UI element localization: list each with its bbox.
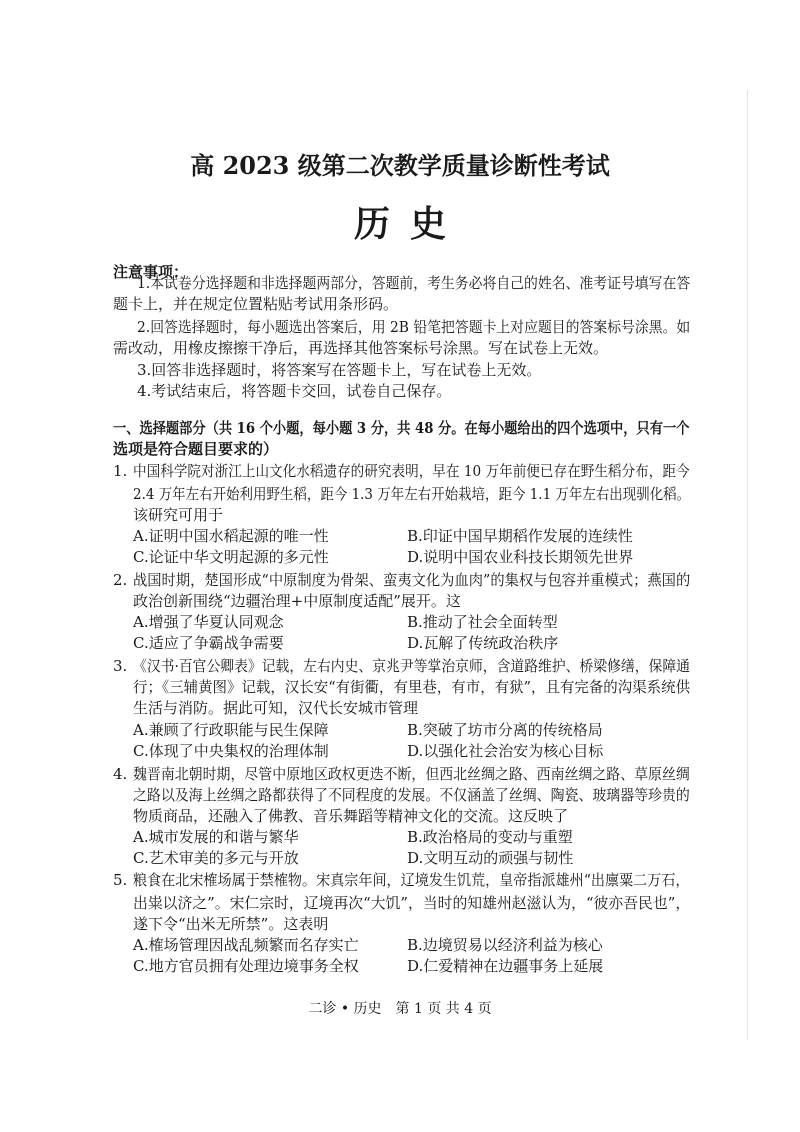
notice-line: 1.本试卷分选择题和非选择题两部分，答题前，考生务必将自己的姓名、准考证号填写在答	[137, 274, 691, 292]
option-d: D.以强化社会治安为核心目标	[407, 742, 604, 760]
option-d: D.说明中国农业科技长期领先世界	[407, 548, 634, 566]
page-footer: 二诊 • 历史 第 1 页 共 4 页	[308, 1001, 492, 1017]
option-b: B.边境贸易以经济利益为核心	[407, 936, 603, 954]
option-c: C.论证中华文明起源的多元性	[133, 548, 329, 566]
question-number: 5.	[113, 871, 128, 889]
question-stem: 战国时期，楚国形成“中原制度为骨架、蛮夷文化为血肉”的集权与包容并重模式；燕国的	[133, 571, 691, 589]
option-c: C.体现了中央集权的治理体制	[133, 742, 329, 760]
notice-line: 3.回答非选择题时，将答案写在答题卡上，写在试卷上无效。	[137, 361, 542, 379]
notice-line: 题卡上，并在规定位置粘贴考试用条形码。	[113, 295, 399, 313]
subject-title: 历史	[353, 203, 466, 245]
question-stem: 中国科学院对浙江上山文化水稻遗存的研究表明，早在 10 万年前便已存在野生稻分布，距今	[133, 462, 690, 480]
question-stem: 粮食在北宋榷场属于禁榷物。宋真宗年间，辽境发生饥荒，皇帝指派雄州“出廪粟二万石，	[133, 871, 690, 889]
question-stem: 2.4 万年左右开始利用野生稻，距今 1.3 万年左右开始栽培，距今 1.1 万年左右出现驯化稻。	[133, 485, 691, 503]
option-c: C.适应了争霸战争需要	[133, 634, 284, 652]
option-d: D.仁爱精神在边疆事务上延展	[407, 957, 604, 975]
option-b: B.突破了坊市分离的传统格局	[407, 721, 603, 739]
question-number: 3.	[113, 657, 128, 675]
question-stem: 行；《三辅黄图》记载，汉长安“有街衢，有里巷，有市，有狱”，且有完备的沟渠系统供	[133, 678, 691, 696]
option-c: C.地方官员拥有处理边境事务全权	[133, 957, 359, 975]
question-stem: 政治创新围绕“边疆治理+中原制度适配”展开。这	[133, 592, 461, 610]
option-d: D.瓦解了传统政治秩序	[407, 634, 559, 652]
section-heading: 选项是符合题目要求的）	[113, 440, 279, 458]
question-stem: 出粜以济之”。宋仁宗时，辽境再次“大饥”，当时的知雄州赵滋认为，“彼亦吾民也”，	[133, 894, 691, 912]
question-number: 1.	[113, 462, 128, 480]
question-stem: 之路以及海上丝绸之路都获得了不同程度的发展。不仅涵盖了丝绸、陶瓷、玻璃器等珍贵的	[133, 786, 690, 804]
question-stem: 该研究可用于	[133, 506, 224, 524]
question-number: 2.	[113, 571, 128, 589]
notice-heading: 注意事项：	[113, 263, 189, 281]
exam-title: 高 2023 级第二次教学质量诊断性考试	[190, 151, 610, 180]
option-a: A.城市发展的和谐与繁华	[133, 828, 299, 846]
question-stem: 生活与消防。据此可知，汉代长安城市管理	[133, 699, 419, 717]
notice-line: 2.回答选择题时，每小题选出答案后，用 2B 铅笔把答题卡上对应题目的答案标号涂黑。如	[137, 318, 691, 336]
option-b: B.政治格局的变动与重塑	[407, 828, 573, 846]
question-stem: 魏晋南北朝时期，尽管中原地区政权更迭不断，但西北丝绸之路、西南丝绸之路、草原丝绸	[133, 765, 690, 783]
option-c: C.艺术审美的多元与开放	[133, 849, 299, 867]
option-a: A.增强了华夏认同观念	[133, 613, 284, 631]
section-heading: 一、选择题部分（共 16 个小题，每小题 3 分，共 48 分。在每小题给出的四个选项中，只有一个	[113, 419, 690, 437]
option-b: B.推动了社会全面转型	[407, 613, 558, 631]
question-number: 4.	[113, 765, 128, 783]
notice-line: 4.考试结束后，将答题卡交回，试卷自己保存。	[137, 382, 452, 400]
question-stem: 物质商品，还融入了佛教、音乐舞蹈等精神文化的交流。这反映了	[133, 807, 569, 825]
option-a: A.证明中国水稻起源的唯一性	[133, 527, 329, 545]
question-stem: 遂下令“出米无所禁”。这表明	[133, 915, 329, 933]
notice-line: 需改动，用橡皮擦擦干净后，再选择其他答案标号涂黑。写在试卷上无效。	[113, 339, 609, 357]
option-a: A.兼顾了行政职能与民生保障	[133, 721, 329, 739]
question-stem: 《汉书·百官公卿表》记载，左右内史、京兆尹等掌治京师，含道路维护、桥梁修缮，保障通	[133, 657, 691, 675]
option-a: A.榷场管理因战乱频繁而名存实亡	[133, 936, 359, 954]
option-d: D.文明互动的顽强与韧性	[407, 849, 574, 867]
option-b: B.印证中国早期稻作发展的连续性	[407, 527, 633, 545]
